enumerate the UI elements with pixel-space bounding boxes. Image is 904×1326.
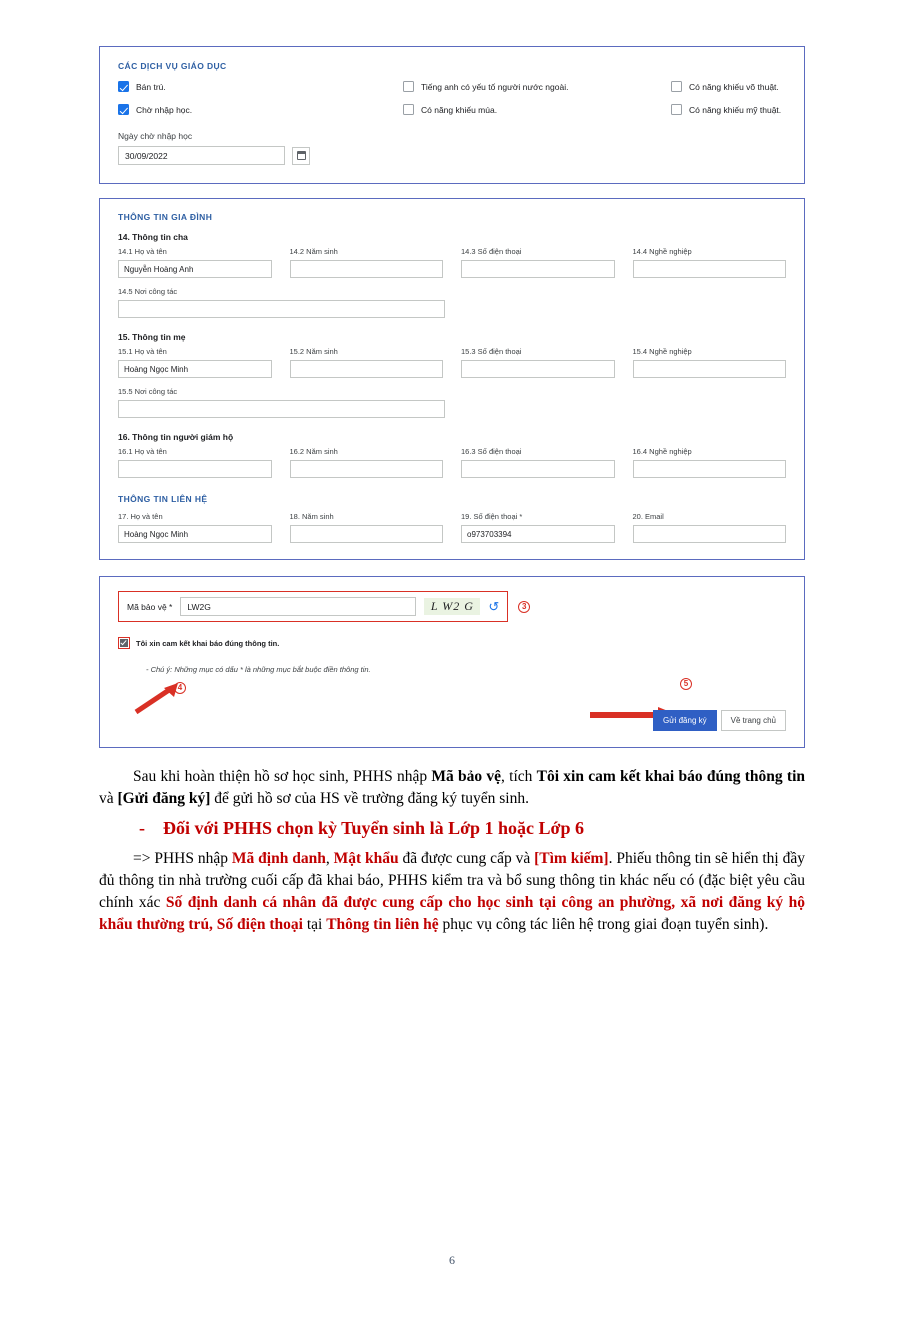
p2-c: ,: [325, 849, 334, 867]
checkbox-row-cho-nhap-hoc[interactable]: [118, 104, 403, 115]
checkbox-cho-nhap-hoc[interactable]: [118, 104, 129, 115]
p2-g: . Phiếu thông tin sẽ hiển thị đầy đủ thông tin nhà trường cuối cấp đã khai báo, PHHS kiểm tra và bổ sung thông tin khác nếu có (đặc biệt yêu cầu chính xác: [99, 849, 805, 911]
p2-b: Mã định danh: [231, 849, 326, 867]
p2-i: tại: [302, 915, 327, 933]
annotation-badge-4: 4: [174, 682, 186, 694]
field-guardian-birthyear: [290, 447, 444, 478]
input-mother-birthyear[interactable]: [290, 360, 444, 378]
field-mother-birthyear: [290, 347, 444, 378]
contact-title: THÔNG TIN LIÊN HỆ: [118, 494, 208, 504]
input-guardian-name[interactable]: [118, 460, 272, 478]
captcha-group: [118, 591, 508, 622]
annotation-badge-5: 5: [680, 678, 692, 690]
guardian-heading: 16. Thông tin người giám hộ: [118, 432, 234, 442]
section-heading: [99, 816, 805, 842]
input-father-name[interactable]: Nguyễn Hoàng Anh: [118, 260, 272, 278]
checkbox-ban-tru[interactable]: [118, 81, 129, 92]
field-label: 16.4 Nghề nghiệp: [632, 447, 692, 456]
field-label: 15.5 Nơi công tác: [118, 387, 178, 396]
input-guardian-birthyear[interactable]: [290, 460, 444, 478]
captcha-image: L W2 G: [424, 598, 480, 615]
field-label: 15.1 Họ và tên: [118, 347, 167, 356]
father-field-grid: [118, 247, 786, 278]
input-father-workplace[interactable]: [118, 300, 445, 318]
checkbox-row-tieng-anh[interactable]: [403, 81, 671, 92]
input-contact-birthyear[interactable]: [290, 525, 444, 543]
field-label: 14.2 Năm sinh: [289, 247, 338, 256]
field-mother-workplace: [118, 387, 445, 418]
field-label: 14.3 Số điện thoại: [461, 247, 522, 256]
field-label: 14.4 Nghề nghiệp: [632, 247, 692, 256]
field-father-workplace: [118, 287, 445, 318]
p1-d: Tôi xin cam kết khai báo đúng thông tin: [536, 768, 805, 785]
input-father-job[interactable]: [633, 260, 787, 278]
checkbox-label: Bán trú.: [136, 81, 166, 92]
mother-heading: 15. Thông tin mẹ: [118, 332, 186, 342]
checkbox-tieng-anh[interactable]: [403, 81, 414, 92]
field-label: 16.2 Năm sinh: [289, 447, 338, 456]
p1-c: , tích: [501, 768, 537, 785]
field-mother-phone: [461, 347, 615, 378]
checkbox-label: Có năng khiếu múa.: [421, 104, 498, 115]
captcha-label: Mã bảo vệ *: [127, 601, 173, 612]
input-contact-email[interactable]: [633, 525, 787, 543]
field-mother-name: [118, 347, 272, 378]
required-fields-note: - Chú ý: Những mục có dấu * là những mục bắt buộc điền thông tin.: [146, 665, 371, 674]
input-guardian-job[interactable]: [633, 460, 787, 478]
checkbox-nang-khieu-mua[interactable]: [403, 104, 414, 115]
input-mother-name[interactable]: Hoàng Ngọc Minh: [118, 360, 272, 378]
field-father-job: [633, 247, 787, 278]
document-body: [99, 766, 805, 936]
field-label: 15.4 Nghề nghiệp: [632, 347, 692, 356]
input-guardian-phone[interactable]: [461, 460, 615, 478]
checkbox-row-nang-khieu-mua[interactable]: [403, 104, 671, 115]
checkbox-row-ban-tru[interactable]: [118, 81, 403, 92]
p1-a: Sau khi hoàn thiện hồ sơ học sinh, PHHS nhập: [133, 768, 432, 785]
p1-b: Mã bảo vệ: [431, 768, 501, 785]
father-heading: 14. Thông tin cha: [118, 232, 188, 242]
checkbox-commitment[interactable]: [118, 637, 130, 649]
services-checkbox-grid: [118, 81, 786, 115]
input-mother-phone[interactable]: [461, 360, 615, 378]
commitment-row[interactable]: [118, 637, 786, 649]
input-father-birthyear[interactable]: [290, 260, 444, 278]
heading-dash: -: [139, 818, 145, 838]
input-contact-phone[interactable]: o973703394: [461, 525, 615, 543]
input-mother-job[interactable]: [633, 360, 787, 378]
p2-a: => PHHS nhập: [133, 849, 232, 867]
field-label: 17. Họ và tên: [118, 512, 163, 521]
guardian-field-grid: [118, 447, 786, 478]
input-contact-name[interactable]: Hoàng Ngọc Minh: [118, 525, 272, 543]
calendar-icon[interactable]: [292, 147, 310, 165]
field-guardian-job: [633, 447, 787, 478]
p1-e: và: [99, 790, 118, 807]
paragraph-1: [99, 766, 805, 810]
checkbox-label: Có năng khiếu mỹ thuật.: [689, 104, 782, 115]
field-label: 19. Số điện thoại *: [461, 512, 523, 521]
field-contact-phone: [461, 512, 615, 543]
field-father-name: [118, 247, 272, 278]
field-contact-birthyear: [290, 512, 444, 543]
checkbox-my-thuat[interactable]: [671, 104, 682, 115]
refresh-icon[interactable]: ↺: [488, 599, 500, 614]
field-label: 16.1 Họ và tên: [118, 447, 167, 456]
input-mother-workplace[interactable]: [118, 400, 445, 418]
field-contact-email: [633, 512, 787, 543]
checkbox-row-vo-thuat[interactable]: [671, 81, 786, 92]
checkbox-vo-thuat[interactable]: [671, 81, 682, 92]
services-title: CÁC DỊCH VỤ GIÁO DỤC: [118, 61, 227, 71]
document-page: [0, 46, 904, 1326]
field-contact-name: [118, 512, 272, 543]
field-label: 15.2 Năm sinh: [289, 347, 338, 356]
page-number: 6: [449, 1253, 455, 1267]
p2-j: Thông tin liên hệ: [326, 915, 439, 933]
field-father-phone: [461, 247, 615, 278]
paragraph-2: [99, 848, 805, 936]
field-guardian-name: [118, 447, 272, 478]
field-label: 20. Email: [632, 512, 664, 521]
p2-h: Số định danh cá nhân đã được cung cấp cho học sinh tại công an phường, xã nơi đăng ký hộ khẩu thường trú, Số điện thoại: [99, 893, 806, 933]
checkbox-label: Có năng khiếu võ thuật.: [689, 81, 779, 92]
education-services-panel: [99, 46, 805, 184]
family-title: THÔNG TIN GIA ĐÌNH: [118, 212, 213, 222]
p1-g: để gửi hồ sơ của HS về trường đăng ký tuyển sinh.: [210, 790, 529, 807]
enrollment-date-input[interactable]: 30/09/2022: [118, 146, 285, 165]
field-father-birthyear: [290, 247, 444, 278]
p2-e: đã được cung cấp và: [398, 849, 535, 867]
field-label: 18. Năm sinh: [289, 512, 334, 521]
back-home-button[interactable]: Về trang chủ: [721, 710, 786, 731]
family-information-panel: [99, 198, 805, 560]
checkbox-label: Chờ nhập học.: [136, 104, 193, 115]
form-buttons: [653, 710, 786, 731]
commitment-label: Tôi xin cam kết khai báo đúng thông tin.: [136, 638, 280, 648]
input-father-phone[interactable]: [461, 260, 615, 278]
p1-f: [Gửi đăng ký]: [117, 790, 211, 807]
annotation-arrow-4: [128, 682, 188, 720]
field-guardian-phone: [461, 447, 615, 478]
submit-registration-button[interactable]: Gửi đăng ký: [653, 710, 717, 731]
field-label: 14.5 Nơi công tác: [118, 287, 178, 296]
field-label: 16.3 Số điện thoại: [461, 447, 522, 456]
heading-text: Đối với PHHS chọn kỳ Tuyển sinh là Lớp 1 hoặc Lớp 6: [163, 818, 585, 838]
field-mother-job: [633, 347, 787, 378]
field-label: 14.1 Họ và tên: [118, 247, 167, 256]
enrollment-date-block: [118, 131, 786, 165]
p2-f: [Tìm kiếm]: [534, 849, 609, 867]
p2-k: phục vụ công tác liên hệ trong giai đoạn tuyển sinh).: [438, 915, 769, 933]
annotation-badge-3: 3: [518, 601, 530, 613]
captcha-input[interactable]: LW2G: [180, 597, 416, 616]
checkbox-row-my-thuat[interactable]: [671, 104, 786, 115]
contact-field-grid: [118, 512, 786, 543]
field-label: 15.3 Số điện thoại: [461, 347, 522, 356]
mother-field-grid: [118, 347, 786, 378]
enrollment-date-label: Ngày chờ nhập học: [118, 131, 193, 141]
p2-d: Mật khẩu: [333, 849, 399, 867]
checkbox-label: Tiếng anh có yếu tố người nước ngoài.: [421, 81, 569, 92]
captcha-submit-panel: [99, 576, 805, 748]
